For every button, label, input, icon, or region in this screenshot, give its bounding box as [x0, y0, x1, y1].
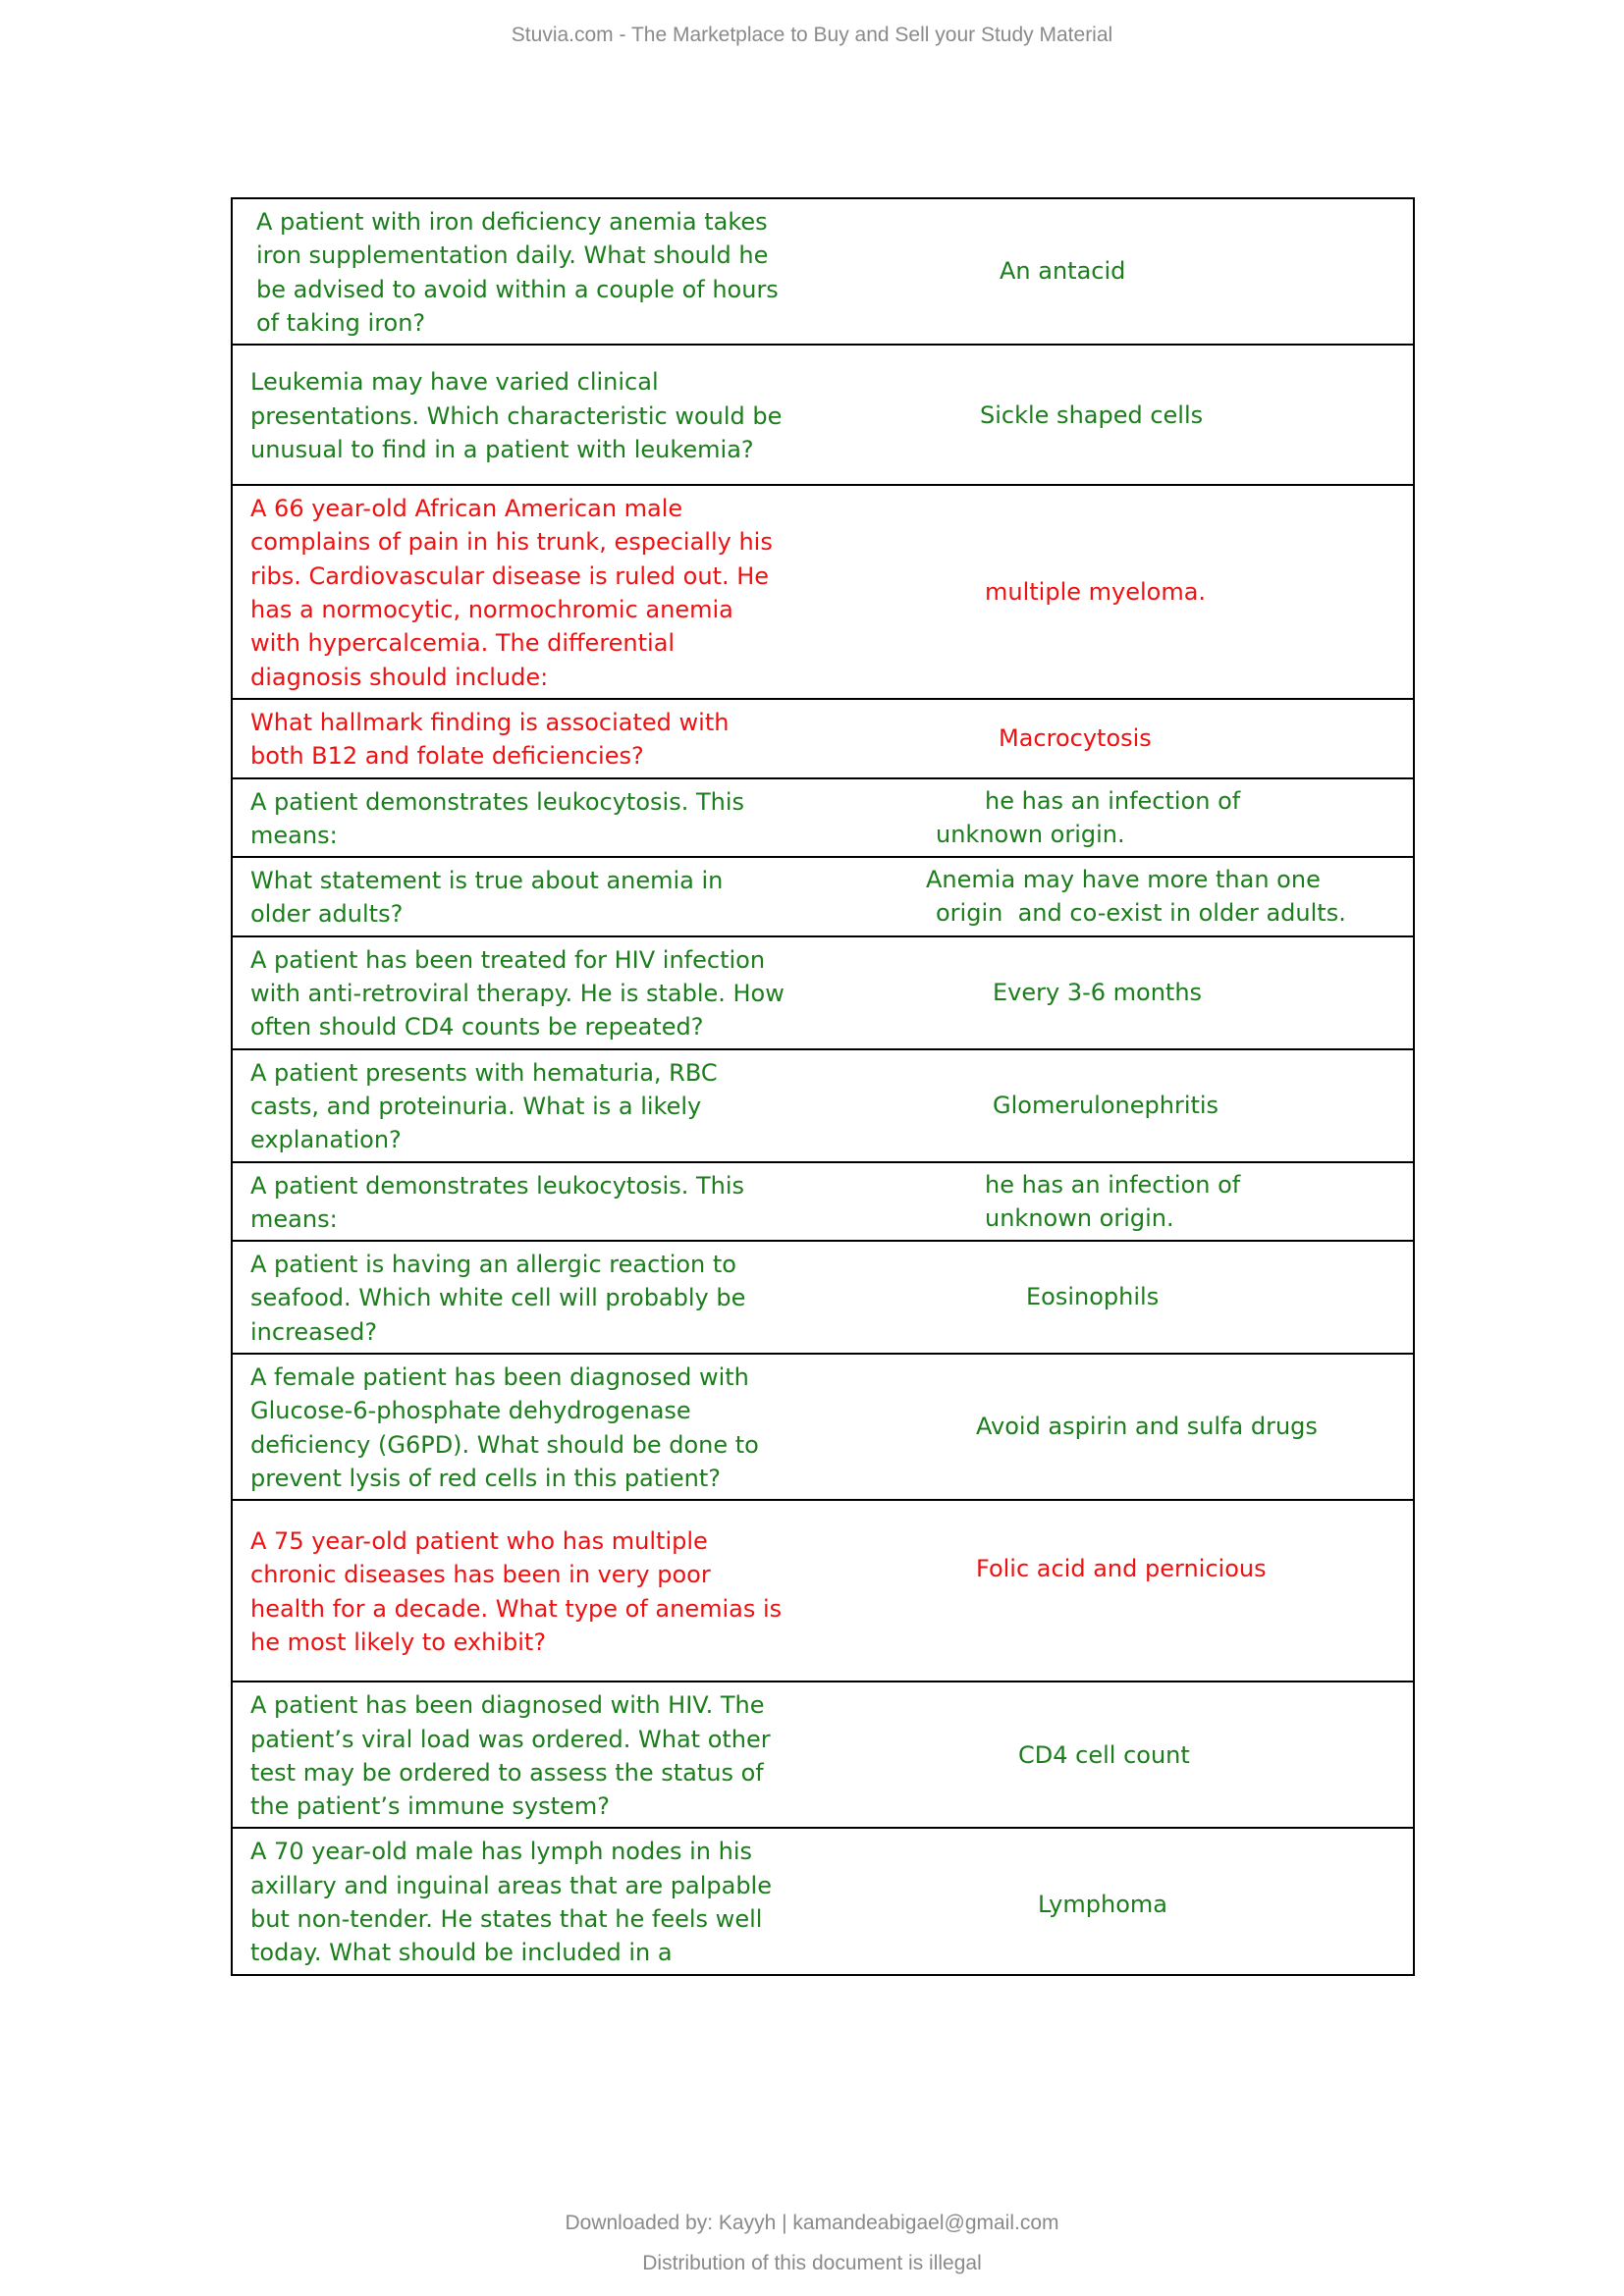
table-row — [232, 1241, 1414, 1354]
answer-cell — [786, 1049, 1414, 1162]
answer-text: Glomerulonephritis — [993, 1091, 1219, 1119]
answer-text-line2: unknown origin. — [936, 820, 1125, 848]
answer-cell — [786, 778, 1414, 858]
table-row — [232, 778, 1414, 858]
answer-cell — [786, 1682, 1414, 1828]
page-header: Stuvia.com - The Marketplace to Buy and Sell your Study Material — [511, 24, 1113, 46]
answer-cell — [786, 1828, 1414, 1974]
table-row — [232, 345, 1414, 485]
answer-text: Sickle shaped cells — [980, 400, 1204, 429]
qa-table — [231, 197, 1415, 1976]
question-cell: A patient demonstrates leukocytosis. This means: — [232, 1162, 786, 1242]
question-cell: What hallmark finding is associated with both B12 and folate deficiencies? — [232, 699, 786, 778]
answer-text-line1: he has an infection of — [985, 786, 1241, 815]
answer-text: Macrocytosis — [999, 724, 1152, 753]
question-cell: A patient presents with hematuria, RBC casts, and proteinuria. What is a likely explanation? — [232, 1049, 786, 1162]
table-row — [232, 1682, 1414, 1828]
table-row — [232, 857, 1414, 936]
table-row — [232, 1049, 1414, 1162]
answer-text: An antacid — [1000, 257, 1126, 286]
answer-text-line2: unknown origin. — [985, 1203, 1174, 1232]
question-cell: Leukemia may have varied clinical presentations. Which characteristic would be unusual to find in a patient with leukemia? — [232, 345, 786, 485]
table-row — [232, 936, 1414, 1049]
question-cell: A patient has been treated for HIV infection with anti-retroviral therapy. He is stable. How often should CD4 counts be repeated? — [232, 936, 786, 1049]
question-cell: What statement is true about anemia in older adults? — [232, 857, 786, 936]
question-cell: A 66 year-old African American male complains of pain in his trunk, especially his ribs. Cardiovascular disease is ruled out. He has a normocytic, normochromic anemia with hypercalcemia. The differential diagnosis should include: — [232, 485, 786, 699]
answer-cell — [786, 857, 1414, 936]
answer-cell — [786, 485, 1414, 699]
answer-cell — [786, 1500, 1414, 1682]
answer-text: multiple myeloma. — [985, 577, 1207, 606]
question-cell: A 75 year-old patient who has multiple chronic diseases has been in very poor health for a decade. What type of anemias is he most likely to exhibit? — [232, 1500, 786, 1682]
question-cell: A patient is having an allergic reaction to seafood. Which white cell will probably be increased? — [232, 1241, 786, 1354]
answer-text-line1: Anemia may have more than one — [926, 866, 1321, 894]
question-cell: A patient has been diagnosed with HIV. The patient’s viral load was ordered. What other test may be ordered to assess the status of the patient’s immune system? — [232, 1682, 786, 1828]
footer-downloaded-by: Downloaded by: Kayyh | kamandeabigael@gmail.com — [565, 2212, 1059, 2234]
answer-text: Lymphoma — [1038, 1890, 1167, 1918]
answer-text: Avoid aspirin and sulfa drugs — [976, 1413, 1318, 1441]
table-row — [232, 1162, 1414, 1242]
question-cell: A 70 year-old male has lymph nodes in his axillary and inguinal areas that are palpable but non-tender. He states that he feels well today. What should be included in a — [232, 1828, 786, 1974]
answer-cell — [786, 345, 1414, 485]
answer-text: Eosinophils — [1026, 1283, 1160, 1311]
answer-text-line2: origin and co-exist in older adults. — [936, 899, 1346, 928]
table-row — [232, 485, 1414, 699]
answer-text: Every 3-6 months — [993, 979, 1203, 1007]
table-row — [232, 1354, 1414, 1500]
question-cell: A female patient has been diagnosed with Glucose-6-phosphate dehydrogenase deficiency (G6PD). What should be done to prevent lysis of red cells in this patient? — [232, 1354, 786, 1500]
table-row — [232, 198, 1414, 345]
question-cell: A patient with iron deficiency anemia takes iron supplementation daily. What should he be advised to avoid within a couple of hours of taking iron? — [232, 198, 786, 345]
question-cell: A patient demonstrates leukocytosis. This means: — [232, 778, 786, 858]
footer-notice: Distribution of this document is illegal — [642, 2252, 982, 2274]
answer-cell — [786, 936, 1414, 1049]
table-row — [232, 1500, 1414, 1682]
answer-cell — [786, 1241, 1414, 1354]
table-row — [232, 1828, 1414, 1974]
answer-cell — [786, 198, 1414, 345]
answer-cell — [786, 1162, 1414, 1242]
answer-text: CD4 cell count — [1018, 1740, 1190, 1769]
answer-cell — [786, 699, 1414, 778]
answer-text-line1: he has an infection of — [985, 1170, 1241, 1199]
answer-text: Folic acid and pernicious — [976, 1554, 1267, 1582]
answer-cell — [786, 1354, 1414, 1500]
table-row — [232, 699, 1414, 778]
